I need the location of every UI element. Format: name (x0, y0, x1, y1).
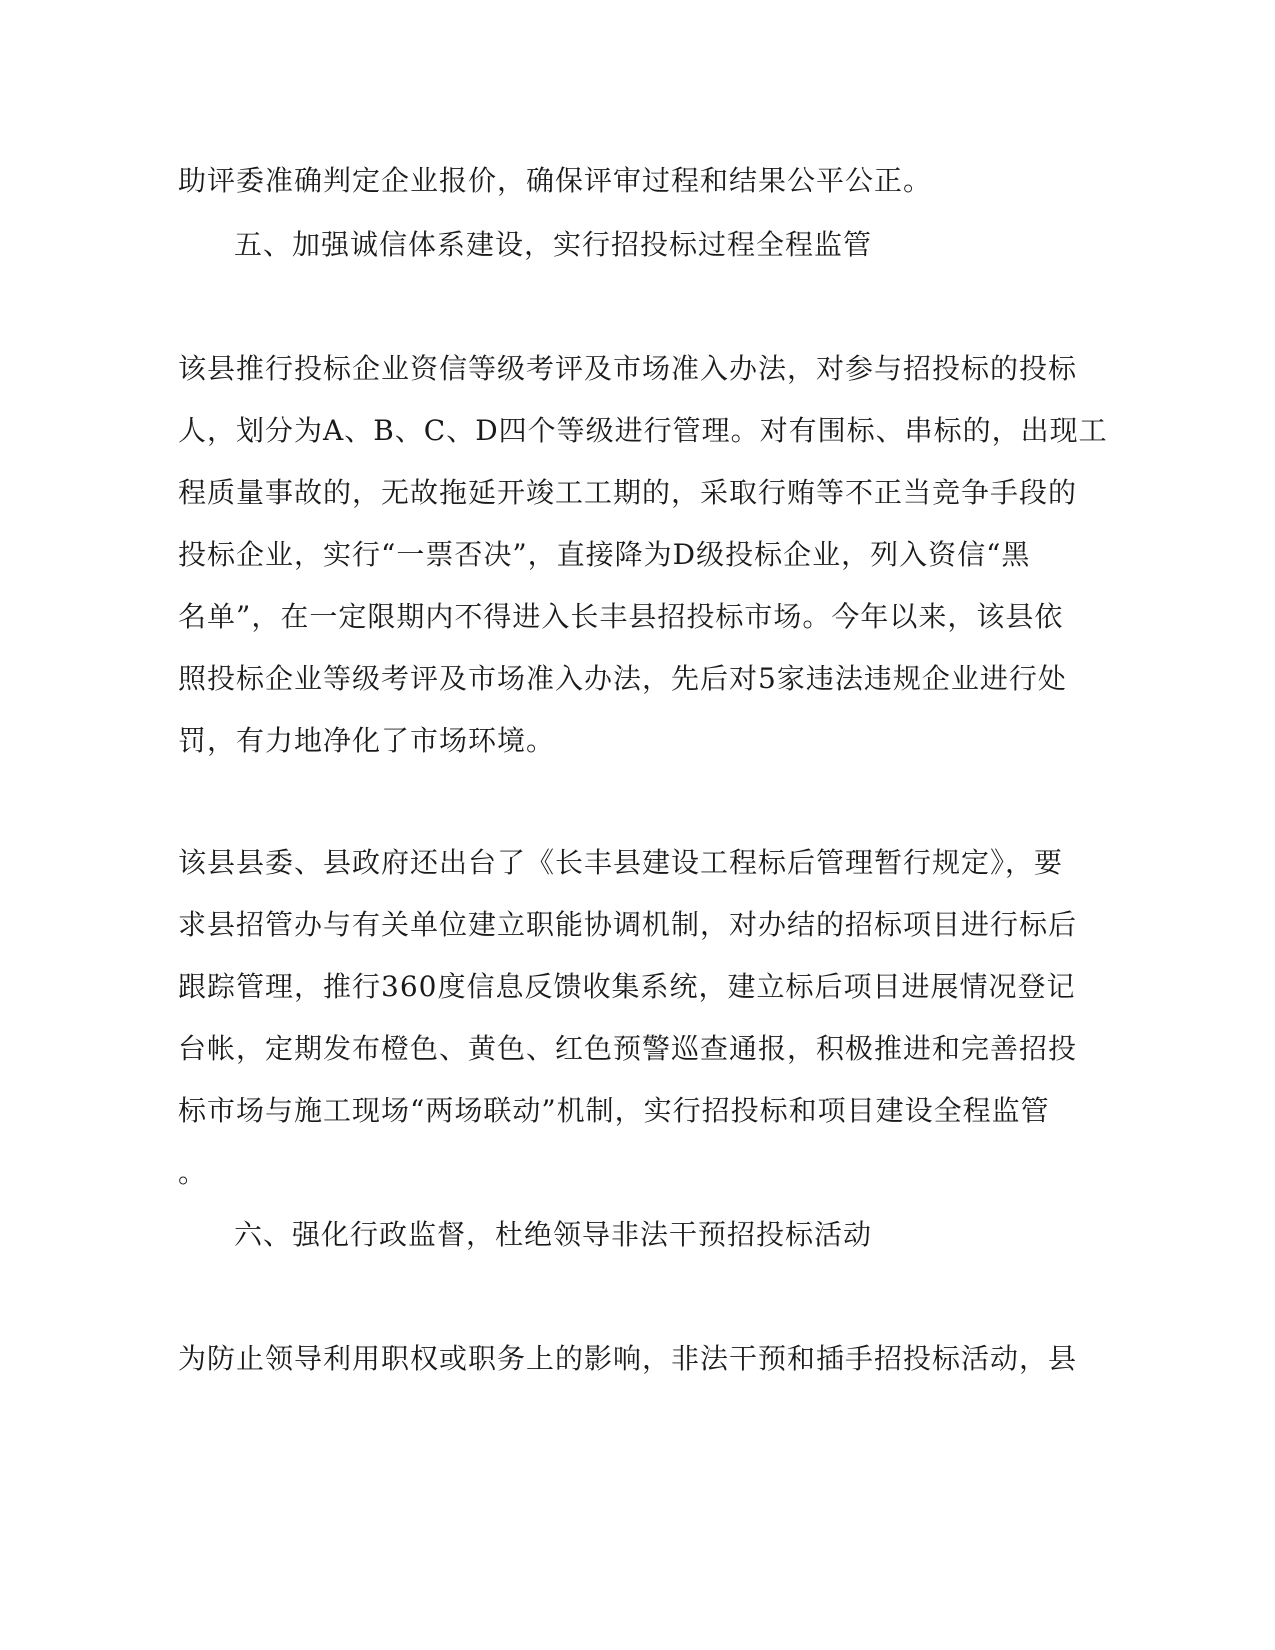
paragraph-line: 跟踪管理，推行360度信息反馈收集系统，建立标后项目进展情况登记 (178, 970, 1076, 1003)
paragraph-line: 罚，有力地净化了市场环境。 (178, 724, 556, 757)
paragraph-line: 台帐，定期发布橙色、黄色、红色预警巡查通报，积极推进和完善招投 (178, 1032, 1078, 1065)
paragraph-line: 求县招管办与有关单位建立职能协调机制，对办结的招标项目进行标后 (178, 908, 1078, 941)
paragraph-line: 名单”，在一定限期内不得进入长丰县招投标市场。今年以来，该县依 (178, 600, 1064, 633)
paragraph-line: 程质量事故的，无故拖延开竣工工期的，采取行贿等不正当竞争手段的 (178, 476, 1078, 509)
section-heading-5: 五、加强诚信体系建设，实行招投标过程全程监管 (234, 228, 873, 261)
paragraph-line: 人，划分为A、B、C、D四个等级进行管理。对有围标、串标的，出现工 (178, 414, 1108, 447)
paragraph-line: 投标企业，实行“一票否决”，直接降为D级投标企业，列入资信“黑 (178, 538, 1031, 571)
paragraph-line: 照投标企业等级考评及市场准入办法，先后对5家违法违规企业进行处 (178, 662, 1067, 695)
paragraph-line: 为防止领导利用职权或职务上的影响，非法干预和插手招投标活动，县 (178, 1342, 1078, 1375)
paragraph-line: 标市场与施工现场“两场联动”机制，实行招投标和项目建设全程监管 (178, 1094, 1050, 1127)
paragraph-line: 该县县委、县政府还出台了《长丰县建设工程标后管理暂行规定》，要 (178, 846, 1064, 879)
paragraph-line: 该县推行投标企业资信等级考评及市场准入办法，对参与招投标的投标 (178, 352, 1078, 385)
section-heading-6: 六、强化行政监督，杜绝领导非法干预招投标活动 (234, 1218, 873, 1251)
paragraph-line: 助评委准确判定企业报价，确保评审过程和结果公平公正。 (178, 164, 933, 197)
paragraph-line: 。 (178, 1156, 208, 1189)
